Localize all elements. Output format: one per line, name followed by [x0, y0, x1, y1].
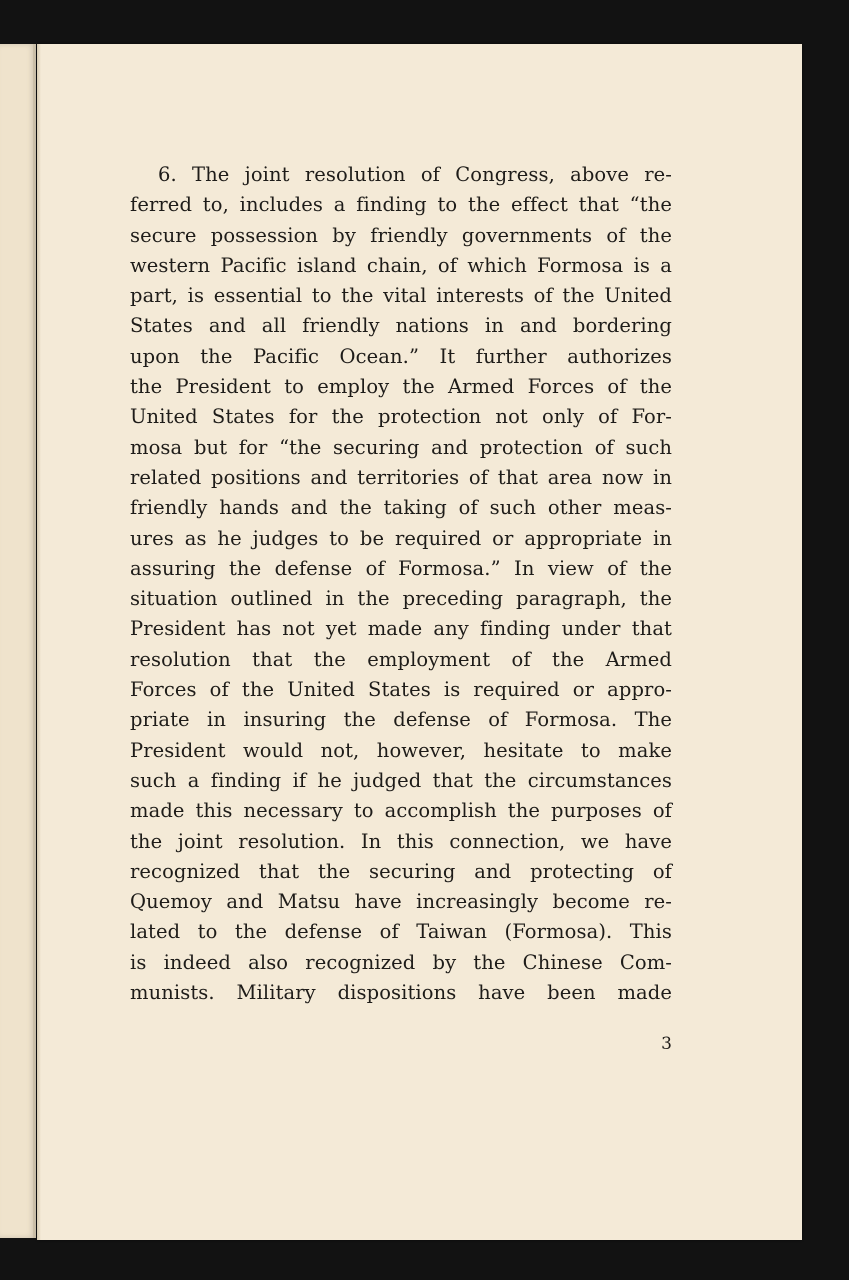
text-line: resolution that the employment of the Armed [130, 647, 672, 671]
text-line: assuring the defense of Formosa.” In view of the [130, 556, 672, 580]
text-line: related positions and territories of that area now in [130, 465, 672, 489]
text-line: such a finding if he judged that the circumstances [130, 768, 672, 792]
facing-page-edge [0, 44, 36, 1238]
text-line: States and all friendly nations in and bordering [130, 314, 672, 338]
body-paragraph [130, 160, 672, 1008]
text-line: priate in insuring the defense of Formosa. The [130, 708, 672, 732]
text-line: President would not, however, hesitate to make [130, 738, 672, 762]
text-line: ferred to, includes a finding to the effect that “the [130, 193, 672, 217]
text-line: situation outlined in the preceding paragraph, the [130, 587, 672, 611]
text-line: United States for the protection not only of For- [130, 405, 672, 429]
facing-page-gutter [33, 44, 35, 1238]
text-line: part, is essential to the vital interests of the United [130, 284, 672, 308]
text-line: ures as he judges to be required or appropriate in [130, 526, 672, 550]
text-line: the joint resolution. In this connection, we have [130, 829, 672, 853]
text-line: mosa but for “the securing and protection of such [130, 435, 672, 459]
text-line: munists. Military dispositions have been made [130, 981, 672, 1005]
text-line: secure possession by friendly governments of the [130, 223, 672, 247]
text-line: friendly hands and the taking of such other meas- [130, 496, 672, 520]
text-line: lated to the defense of Taiwan (Formosa). This [130, 920, 672, 944]
text-line: 6. The joint resolution of Congress, above re- [158, 163, 672, 186]
text-line: the President to employ the Armed Forces of the [130, 375, 672, 399]
text-line: recognized that the securing and protecting of [130, 859, 672, 883]
page-number: 3 [661, 1034, 672, 1054]
text-line: President has not yet made any finding under that [130, 617, 672, 641]
text-line: western Pacific island chain, of which Formosa is a [130, 253, 672, 277]
text-line: Forces of the United States is required or appro- [130, 678, 672, 702]
text-line: Quemoy and Matsu have increasingly become re- [130, 890, 672, 914]
text-line: made this necessary to accomplish the purposes of [130, 799, 672, 823]
page-spine-shadow [37, 44, 41, 1240]
text-line: is indeed also recognized by the Chinese Com- [130, 950, 672, 974]
text-line: upon the Pacific Ocean.” It further authorizes [130, 344, 672, 368]
